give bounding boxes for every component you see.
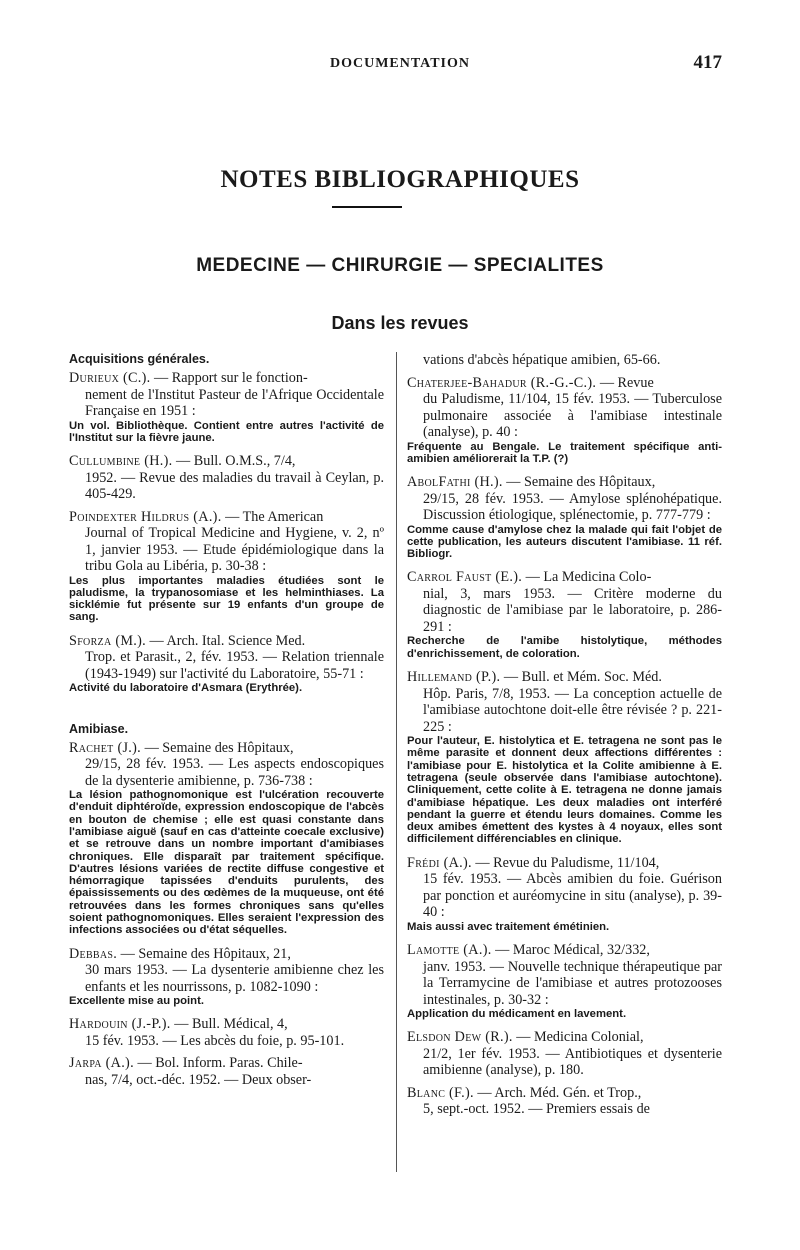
entry-note: Recherche de l'amibe histolytique, méthodes d'enrichissement, de coloration.: [407, 635, 722, 660]
entry-author: Durieux (C.).: [69, 370, 151, 386]
entry-note: Fréquente au Bengale. Le traitement spécifique anti-amibien améliorerait la T.P. (?): [407, 440, 722, 465]
running-title: DOCUMENTATION: [329, 56, 471, 71]
entry-first-line: — Bull. et Mém. Soc. Méd.: [500, 669, 662, 686]
entry-author: Lamotte (A.).: [407, 942, 492, 959]
entry-continuation: Journal of Tropical Medicine and Hygiene, v. 2, nº 1, janvier 1953. — Etude épidémiologique dans la tribu Gola au Libéria, p. 30-38 :: [85, 525, 384, 575]
entry-first-line: — Revue: [596, 374, 654, 391]
subsection-title: Dans les revues: [331, 313, 469, 333]
entry-continuation: 5, sept.-oct. 1952. — Premiers essais de: [423, 1101, 650, 1118]
bib-entry: [407, 474, 722, 524]
entry-first-line: — Bull. Médical, 4,: [170, 1016, 288, 1033]
heading-amibiase: Amibiase.: [69, 721, 129, 736]
entry-continuation: nas, 7/4, oct.-déc. 1952. — Deux obser-: [85, 1071, 312, 1088]
bib-entry: [407, 569, 722, 635]
entry-author: Sforza (M.).: [69, 632, 146, 649]
bib-entry: [407, 1029, 722, 1079]
entry-first-line: — Semaine des Hôpitaux,: [141, 739, 294, 756]
entry-continuation: 29/15, 28 fév. 1953. — Les aspects endoscopiques de la dysenterie amibienne, p. 736-738 :: [85, 756, 384, 789]
entry-continuation: 29/15, 28 fév. 1953. — Amylose splénohépatique. Discussion étiologique, splénectomie, p. 777-779 :: [423, 490, 722, 524]
entry-continuation: nement de l'Institut Pasteur de l'Afrique Occidentale Française en 1951 :: [85, 386, 384, 419]
entry-continuation: janv. 1953. — Nouvelle technique thérapeutique par la Terramycine de l'amibiase et autres protozooses intestinales, p. 30-32 :: [423, 958, 722, 1008]
bib-entry: [407, 1085, 722, 1118]
entry-continuation: 1952. — Revue des maladies du travail à Ceylan, p. 405-429.: [85, 469, 384, 503]
entry-author: Hillemand (P.).: [407, 669, 501, 686]
title-rule: [332, 206, 402, 208]
entry-author: Blanc (F.).: [407, 1084, 474, 1101]
bib-entry: [69, 946, 384, 996]
page-number: 417: [693, 52, 722, 73]
entry-first-line: — Arch. Ital. Science Med.: [145, 632, 306, 649]
entry-continuation: 21/2, 1er fév. 1953. — Antibiotiques et dysenterie amibienne (analyse), p. 180.: [423, 1045, 722, 1079]
entry-first-line: — Bull. O.M.S., 7/4,: [172, 453, 296, 470]
right-column: [407, 352, 722, 1118]
entry-first-line: — La Medicina Colo-: [522, 569, 652, 586]
entry-continuation: vations d'abcès hépatique amibien, 65-66.: [423, 352, 661, 368]
entry-continuation: du Paludisme, 11/104, 15 fév. 1953. — Tuberculose pulmonaire associée à l'amibiase intestinale (analyse), p. 40 :: [423, 391, 722, 440]
bib-entry: [69, 509, 384, 575]
left-column: [69, 352, 384, 1088]
bib-entry: [69, 633, 384, 683]
main-title: NOTES BIBLIOGRAPHIQUES: [220, 166, 580, 193]
entry-author: Jarpa (A.).: [69, 1055, 134, 1072]
bib-entry: [407, 855, 722, 921]
entry-note: La lésion pathognomonique est l'ulcération recouverte d'enduit diphtéroïde, expression endoscopique de l'abcès en bouton de chemise ; elle est quasi constante dans l'amibiase aiguë (sauf en cas d'atteinte coecale exclusive) et se retrouve dans un nombre important d'amibiases chroniques. Elle disparaît par traitement spécifique. D'autres lésions variées de rectite diffuse congestive et hémorragique tapissées d'enduits purulents, des épaississements ou des œdèmes de la muqueuse, ont été retrouvées dans les formes chroniques sans qu'elles soient pathognomoniques. Elles seraient l'expression des infections associées ou d'état séquelles.: [69, 789, 384, 937]
entry-note: Les plus importantes maladies étudiées sont le paludisme, la trypanosomiase et les helminthiases. La sicklémie fut présente sur 19 enfants d'un groupe de sang.: [69, 574, 384, 624]
entry-first-line: — Semaine des Hôpitaux, 21,: [117, 945, 291, 962]
section-title: MEDECINE — CHIRURGIE — SPECIALITES: [196, 255, 604, 276]
entry-author: Cullumbine (H.).: [69, 453, 173, 470]
bib-entry: [407, 942, 722, 1008]
entry-note: Excellente mise au point.: [69, 995, 204, 1008]
entry-author: Elsdon Dew (R.).: [407, 1029, 513, 1046]
bib-entry: [69, 740, 384, 790]
running-head: [0, 52, 800, 80]
entry-first-line: — Arch. Méd. Gén. et Trop.,: [473, 1084, 642, 1101]
entry-first-line: — Bol. Inform. Paras. Chile-: [133, 1055, 303, 1072]
entry-author: Rachet (J.).: [69, 739, 142, 756]
bib-entry: [69, 1016, 384, 1049]
entry-continuation: 30 mars 1953. — La dysenterie amibienne chez les enfants et les nourrissons, p. 1082-1090 :: [85, 962, 384, 995]
bib-entry: [407, 669, 722, 735]
entry-note: Application du médicament en lavement.: [407, 1008, 627, 1021]
bib-entry: [69, 1055, 384, 1088]
entry-first-line: — Medicina Colonial,: [512, 1029, 644, 1046]
bib-entry: [69, 453, 384, 503]
entry-continuation: Trop. et Parasit., 2, fév. 1953. — Relation triennale (1943-1949) sur l'activité du Laboratoire, 55-71 :: [85, 649, 384, 682]
entry-first-line: — Semaine des Hôpitaux,: [502, 474, 656, 491]
entry-continuation: 15 fév. 1953. — Abcès amibien du foie. Guérison par ponction et auréomycine in situ (analyse), p. 39-40 :: [423, 871, 722, 921]
entry-first-line: — Revue du Paludisme, 11/104,: [471, 854, 660, 871]
entry-author: Debbas.: [69, 945, 118, 962]
bib-entry: [69, 370, 384, 420]
entry-author: AbolFathi (H.).: [407, 474, 503, 491]
entry-author: Poindexter Hildrus (A.).: [69, 508, 222, 525]
entry-author: Hardouin (J.-P.).: [69, 1016, 171, 1033]
entry-continuation: 15 fév. 1953. — Les abcès du foie, p. 95-101.: [85, 1032, 345, 1049]
entry-first-line: — The American: [221, 508, 324, 525]
bib-entry: [407, 375, 722, 441]
entry-note: Activité du laboratoire d'Asmara (Erythrée).: [69, 682, 303, 695]
entry-note: Pour l'auteur, E. histolytica et E. tetragena ne sont pas le même parasite et donnent deux affections différentes : l'amibiase pour E. histolytica et la Colite amibienne à E. tetragena (seule observée dans l'amibiase autochtone). Cliniquement, cette colite à E. tetragena ne donne jamais d'amibiase hépatique. Les deux maladies ont interféré pendant la guerre et étendu leurs domaines. Comme les deux amibes émettent des kystes à 4 noyaux, elles sont difficilement différenciables en clinique.: [407, 735, 722, 846]
entry-note: Comme cause d'amylose chez la malade qui fait l'objet de cette publication, les auteurs discutent l'amibiase. 11 réf. Bibliogr.: [407, 523, 722, 561]
heading-acquisitions: Acquisitions générales.: [69, 352, 210, 366]
entry-note: Un vol. Bibliothèque. Contient entre autres l'activité de l'Institut sur la fièvre jaune.: [69, 419, 384, 444]
entry-first-line: — Maroc Médical, 32/332,: [491, 942, 650, 959]
bib-entry-continued: [407, 352, 722, 369]
entry-note: Mais aussi avec traitement émétinien.: [407, 920, 610, 933]
entry-author: Chaterjee-Bahadur (R.-G.-C.).: [407, 374, 597, 391]
entry-author: Carrol Faust (E.).: [407, 569, 523, 586]
entry-first-line: — Rapport sur le fonction-: [150, 370, 308, 386]
entry-continuation: nial, 3, mars 1953. — Critère moderne du diagnostic de l'amibiase par le laboratoire, p. 286-291 :: [423, 585, 722, 635]
column-divider: [396, 352, 397, 1172]
entry-continuation: Hôp. Paris, 7/8, 1953. — La conception actuelle de l'amibiase autochtone doit-elle être révisée ? p. 221-225 :: [423, 685, 722, 735]
entry-author: Frédi (A.).: [407, 854, 472, 871]
